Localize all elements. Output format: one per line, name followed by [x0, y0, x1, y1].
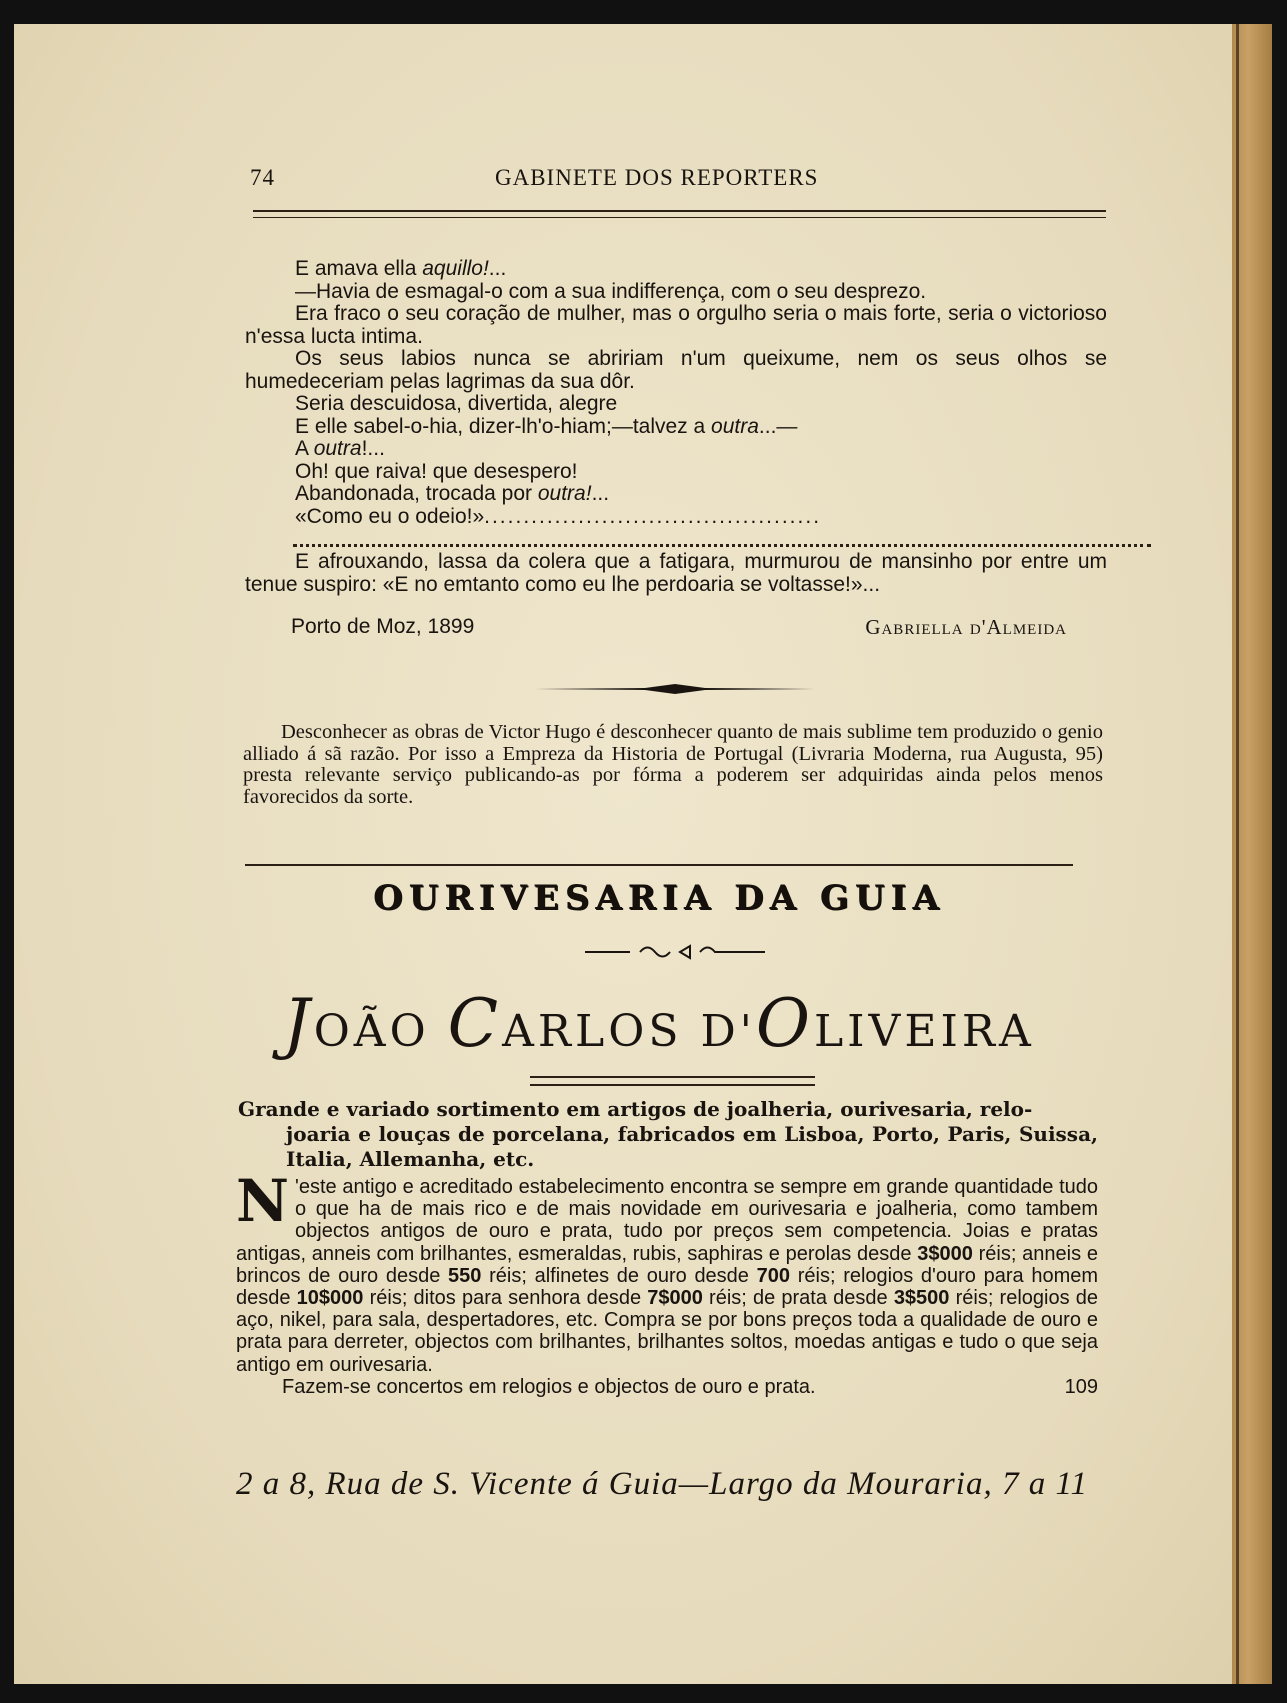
- story-paragraph: Os seus labios nunca se abririam n'um queixume, nem os seus olhos se humedeceriam pelas lagrimas da sua dôr.: [245, 347, 1107, 393]
- author-name: Gabriella d'Almeida: [865, 615, 1067, 639]
- running-title: GABINETE DOS REPORTERS: [495, 165, 819, 190]
- owner-name: JOÃO CARLOS D'OLIVEIRA: [283, 985, 1035, 1062]
- ad-tagline: Grande e variado sortimento em artigos de joalheria, ourivesaria, relo- joaria e louças de porcelana, fabricados em Lisboa, Porto, Paris, Suissa, Italia, Allemanha, etc.: [238, 1097, 1098, 1171]
- book-notice: [243, 722, 1103, 808]
- page-fold-line: [1236, 24, 1239, 1684]
- story-line: A outra!...: [295, 437, 385, 460]
- story-line: E elle sabel-o-hia, dizer-lh'o-hiam;—talvez a outra...—: [295, 414, 798, 438]
- place-date: Porto de Moz, 1899: [291, 615, 475, 638]
- flourish-ornament: [585, 942, 765, 962]
- signature-row: [245, 616, 1107, 646]
- ornament-divider: [535, 680, 815, 698]
- story-line: E amava ella aquillo!...: [295, 257, 507, 280]
- header-rule: [253, 210, 1106, 218]
- drop-cap: N: [236, 1167, 290, 1235]
- ad-body: N 'este antigo e acreditado estabelecimento encontra se sempre em grande quantidade tudo o que ha de mais rico e de mais novidade em ourivesaria e joalheria, como tambem objectos antigos de ouro e prata, tudo por preços sem competencia. Joias e pratas antigas, anneis com brilhantes, esmeraldas, rubis, saphiras e perolas desde 3$000 réis; anneis e brincos de ouro desde 550 réis; alfinetes de ouro desde 700 réis; relogios d'ouro para homem desde 10$000 réis; ditos para senhora desde 7$000 réis; de prata desde 3$500 réis; relogios de aço, nikel, para sala, despertadores, etc. Compra se por bons preços toda a qualidade de ouro e prata para derreter, objectos com brilhantes, brilhantes soltos, moedas antigas e tudo o que seja antigo em ourivesaria. Fazem-se concertos em relogios e objectos de ouro e prata. 109: [236, 1167, 1099, 1398]
- ad-number: 109: [1064, 1375, 1098, 1398]
- dotted-separator: [293, 536, 1151, 547]
- page-number: 74: [250, 165, 275, 190]
- story-line: —Havia de esmagal-o com a sua indifferença, com o seu desprezo.: [295, 279, 927, 303]
- advertisement-rule: [245, 864, 1073, 866]
- story-paragraph: Era fraco o seu coração de mulher, mas o orgulho seria o mais forte, seria o victorioso n'essa lucta intima.: [245, 302, 1107, 348]
- story-paragraph: E afrouxando, lassa da colera que a fatigara, murmurou de mansinho por entre um tenue suspiro: «E no emtanto como eu lhe perdoaria se voltasse!»...: [245, 550, 1107, 596]
- shop-name: OURIVESARIA DA GUIA: [373, 878, 945, 918]
- story-line: Abandonada, trocada por outra!...: [295, 482, 610, 505]
- story-line: Oh! que raiva! que desespero!: [295, 459, 578, 483]
- story-text: [245, 258, 1107, 646]
- story-line: Seria descuidosa, divertida, alegre: [295, 392, 618, 415]
- closing-line: Fazem-se concertos em relogios e objectos de ouro e prata. 109: [282, 1375, 1098, 1398]
- notice-paragraph: Desconhecer as obras de Victor Hugo é desconhecer quanto de mais sublime tem produzido o genio alliado á sã razão. Por isso a Empreza da Historia de Portugal (Livraria Moderna, rua Augusta, 95) presta relevante serviço publicando-as por fórma a poderem ser adquiridas ainda pelos menos favorecidos da sorte.: [243, 721, 1103, 808]
- owner-rule: [530, 1076, 815, 1086]
- shop-address: 2 a 8, Rua de S. Vicente á Guia—Largo da Mouraria, 7 a 11: [236, 1466, 1088, 1502]
- story-line: «Como eu o odeio!»...........................................: [295, 504, 822, 528]
